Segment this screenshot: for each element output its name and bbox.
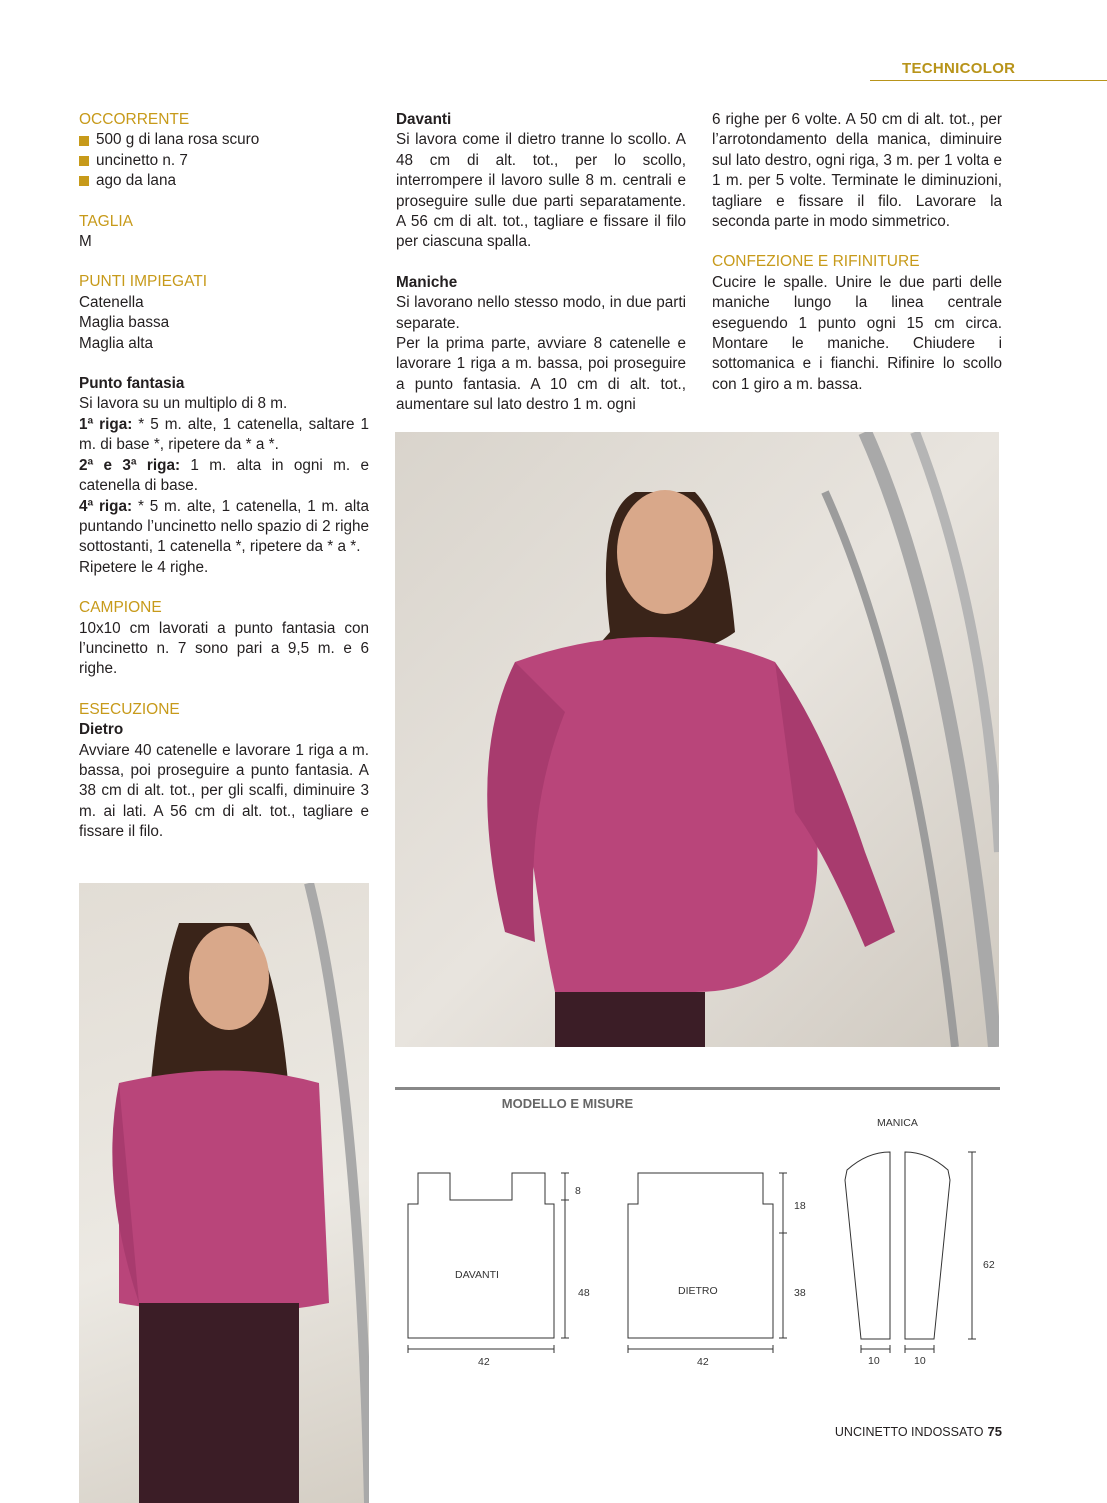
riga-1: 1ª riga: * 5 m. alte, 1 catenella, saltare 1 m. di base *, ripetere da * a *. (79, 415, 369, 454)
taglia-heading: TAGLIA (79, 212, 133, 230)
riga-2-3: 2ª e 3ª riga: 1 m. alta in ogni m. e catenella di base. (79, 456, 369, 495)
manica-right-outline (905, 1152, 950, 1339)
bullet-square-icon (79, 136, 89, 146)
davanti-label: DAVANTI (455, 1269, 499, 1281)
punti-item: Maglia bassa (79, 314, 170, 332)
maniche-heading: Maniche (396, 273, 458, 291)
measurements-diagram (395, 1108, 1007, 1408)
dietro-height-measure: 38 (794, 1287, 806, 1299)
occorrente-heading: OCCORRENTE (79, 111, 190, 128)
fantasia-intro: Si lavora su un multiplo di 8 m. (79, 395, 288, 413)
column-2 (396, 110, 686, 416)
header-rule (870, 80, 1107, 81)
davanti-width-measure: 42 (478, 1356, 490, 1368)
photo-front-view (395, 432, 999, 1047)
occorrente-item: ago da lana (79, 171, 369, 191)
punti-heading: PUNTI IMPIEGATI (79, 273, 208, 291)
taglia-value: M (79, 233, 92, 251)
fantasia-heading: Punto fantasia (79, 375, 185, 393)
manica-width-right: 10 (914, 1355, 926, 1367)
campione-heading: CAMPIONE (79, 599, 162, 617)
diagram-rule (395, 1087, 1000, 1090)
campione-text: 10x10 cm lavorati a punto fantasia con l’uncinetto n. 7 sono pari a 9,5 m. e 6 righe. (79, 619, 369, 678)
bullet-square-icon (79, 176, 89, 186)
schematic-drawing (395, 1108, 1007, 1408)
confezione-heading: CONFEZIONE E RIFINITURE (712, 253, 920, 271)
davanti-text: Si lavora come il dietro tranne lo scollo. A 48 cm di alt. tot., per lo scollo, interrompere il lavoro sulle 8 m. centrali e proseguire sulle due parti separatamente. A 56 cm di alt. tot., tagliare e fissare il filo per ciascuna spalla. (396, 131, 686, 251)
punti-item: Maglia alta (79, 334, 153, 352)
photo-back-view (79, 883, 369, 1503)
section-tag: TECHNICOLOR (902, 60, 1016, 77)
manica-length-measure: 62 (983, 1259, 995, 1271)
dietro-label: DIETRO (678, 1285, 718, 1297)
magazine-name: UNCINETTO INDOSSATO (834, 1425, 984, 1439)
manica-width-left: 10 (868, 1355, 880, 1367)
bullet-square-icon (79, 156, 89, 166)
dietro-armhole-measure: 18 (794, 1200, 806, 1212)
column-3 (712, 110, 1002, 395)
dietro-width-measure: 42 (697, 1356, 709, 1368)
confezione-text: Cucire le spalle. Unire le due parti delle maniche lungo la linea centrale eseguendo 1 punto ogni 15 cm circa. Montare le maniche. Chiudere i sottomanica e i fianchi. Rifinire lo scollo con 1 giro a m. bassa. (712, 273, 1002, 393)
davanti-height-measure: 48 (578, 1287, 590, 1299)
manica-left-outline (845, 1152, 890, 1339)
diagram-title: MODELLO E MISURE (501, 1096, 634, 1111)
dietro-outline (628, 1173, 773, 1338)
column-1 (79, 110, 369, 843)
page-number: 75 (987, 1424, 1002, 1439)
punti-item: Catenella (79, 293, 144, 311)
occorrente-item: uncinetto n. 7 (79, 151, 369, 171)
maniche-continued: 6 righe per 6 volte. A 50 cm di alt. tot., per l’arrotondamento della manica, diminuire sul lato destro, ogni riga, 3 m. per 1 volta e 1 m. per 5 volte. Terminate le diminuzioni, tagliare e fissare il filo. Lavorare la seconda parte in modo simmetrico. (712, 111, 1002, 231)
maniche-text-1: Si lavorano nello stesso modo, in due parti separate. (396, 294, 686, 332)
maniche-text-2: Per la prima parte, avviare 8 catenelle e lavorare 1 riga a m. bassa, poi proseguire a punto fantasia. A 10 cm di alt. tot., aumentare sul lato destro 1 m. ogni (396, 335, 686, 414)
photo-back-illustration (79, 883, 369, 1503)
riga-4: 4ª riga: * 5 m. alte, 1 catenella, 1 m. alta puntando l’uncinetto nello spazio di 2 righe sottostanti, 1 catenella *, ripetere da * a *. (79, 497, 369, 556)
davanti-neck-measure: 8 (575, 1185, 581, 1197)
davanti-heading: Davanti (396, 111, 452, 128)
photo-front-illustration (395, 432, 999, 1047)
dietro-heading: Dietro (79, 721, 124, 739)
esecuzione-heading: ESECUZIONE (79, 700, 180, 718)
page-footer (835, 1424, 1002, 1439)
dietro-text: Avviare 40 catenelle e lavorare 1 riga a m. bassa, poi proseguire a punto fantasia. A 38 cm di alt. tot., per gli scalfi, diminuire 3 m. ai lati. A 56 cm di alt. tot., tagliare e fissare il filo. (79, 741, 369, 841)
occorrente-item: 500 g di lana rosa scuro (79, 130, 369, 150)
davanti-outline (408, 1173, 554, 1338)
manica-label: MANICA (877, 1117, 918, 1129)
fantasia-repeat: Ripetere le 4 righe. (79, 558, 209, 576)
